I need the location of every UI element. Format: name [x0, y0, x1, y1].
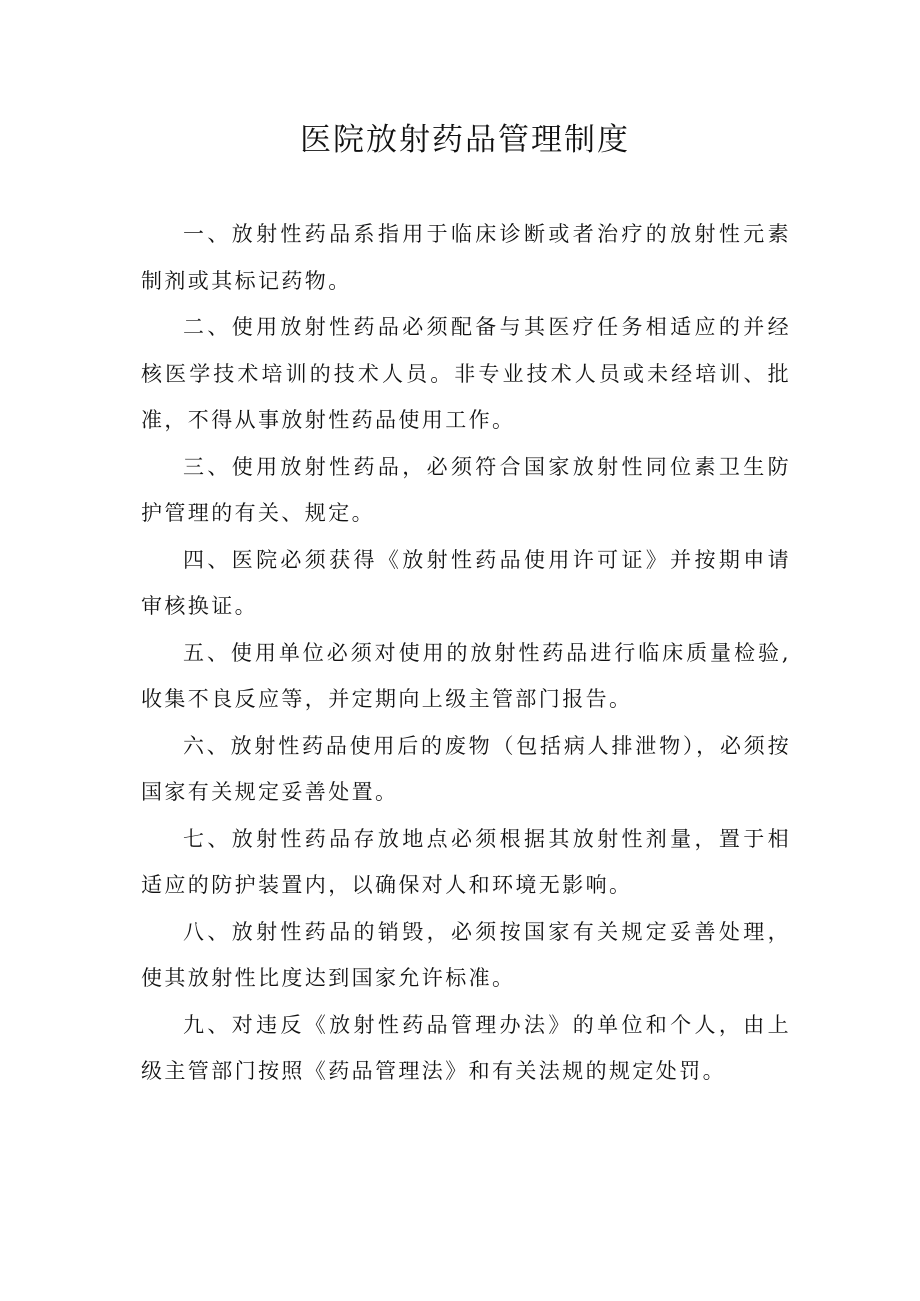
document-body	[141, 211, 791, 1095]
regulation-paragraph-6: 六、放射性药品使用后的废物（包括病人排泄物），必须按国家有关规定妥善处置。	[141, 733, 791, 804]
regulation-paragraph-4: 四、医院必须获得《放射性药品使用许可证》并按期申请审核换证。	[141, 547, 791, 618]
regulation-paragraph-1: 一、放射性药品系指用于临床诊断或者治疗的放射性元素制剂或其标记药物。	[141, 222, 791, 293]
regulation-paragraph-7: 七、放射性药品存放地点必须根据其放射性剂量，置于相适应的防护装置内，以确保对人和环境无影响。	[141, 826, 791, 897]
regulation-paragraph-3: 三、使用放射性药品，必须符合国家放射性同位素卫生防护管理的有关、规定。	[141, 454, 791, 525]
regulation-paragraph-5: 五、使用单位必须对使用的放射性药品进行临床质量检验,收集不良反应等，并定期向上级主管部门报告。	[141, 640, 791, 711]
regulation-paragraph-9: 九、对违反《放射性药品管理办法》的单位和个人，由上级主管部门按照《药品管理法》和有关法规的规定处罚。	[141, 1012, 791, 1083]
document-title: 医院放射药品管理制度	[300, 122, 630, 158]
regulation-paragraph-8: 八、放射性药品的销毁，必须按国家有关规定妥善处理，使其放射性比度达到国家允许标准。	[141, 919, 791, 990]
regulation-paragraph-2: 二、使用放射性药品必须配备与其医疗任务相适应的并经核医学技术培训的技术人员。非专业技术人员或未经培训、批准，不得从事放射性药品使用工作。	[141, 315, 791, 432]
